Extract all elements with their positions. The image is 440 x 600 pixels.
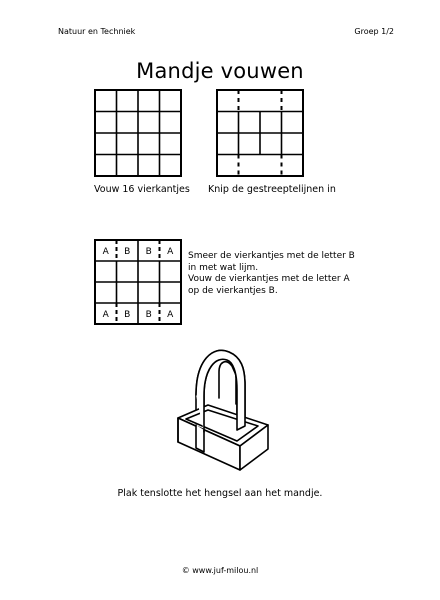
instructions-text — [188, 251, 388, 297]
header-group: Groep 1/2 — [354, 27, 394, 36]
instruction-line: op de vierkantjes B. — [188, 285, 278, 296]
page-title: Mandje vouwen — [136, 59, 304, 83]
header-subject: Natuur en Techniek — [58, 27, 136, 36]
step-2-caption: Knip de gestreeptelijnen in — [208, 184, 336, 195]
label-bottom-4: A — [167, 310, 174, 320]
footer-credit: © www.juf-milou.nl — [181, 566, 259, 575]
basket-illustration — [178, 350, 268, 470]
label-top-3: B — [145, 247, 152, 257]
final-caption: Plak tenslotte het hengsel aan het mandje. — [117, 488, 323, 499]
grid-16-squares — [95, 90, 181, 176]
label-bottom-3: B — [145, 310, 152, 320]
instruction-line: Vouw de vierkantjes met de letter A — [188, 274, 350, 284]
label-bottom-2: B — [124, 310, 131, 320]
instruction-line: Smeer de vierkantjes met de letter B — [188, 251, 355, 261]
step-1-caption: Vouw 16 vierkantjes — [94, 184, 190, 195]
label-bottom-1: A — [102, 310, 109, 320]
label-top-4: A — [167, 247, 174, 257]
label-top-2: B — [124, 247, 131, 257]
grid-cut-lines — [217, 90, 303, 176]
label-top-1: A — [102, 247, 109, 257]
instruction-line: in met wat lijm. — [188, 262, 259, 273]
